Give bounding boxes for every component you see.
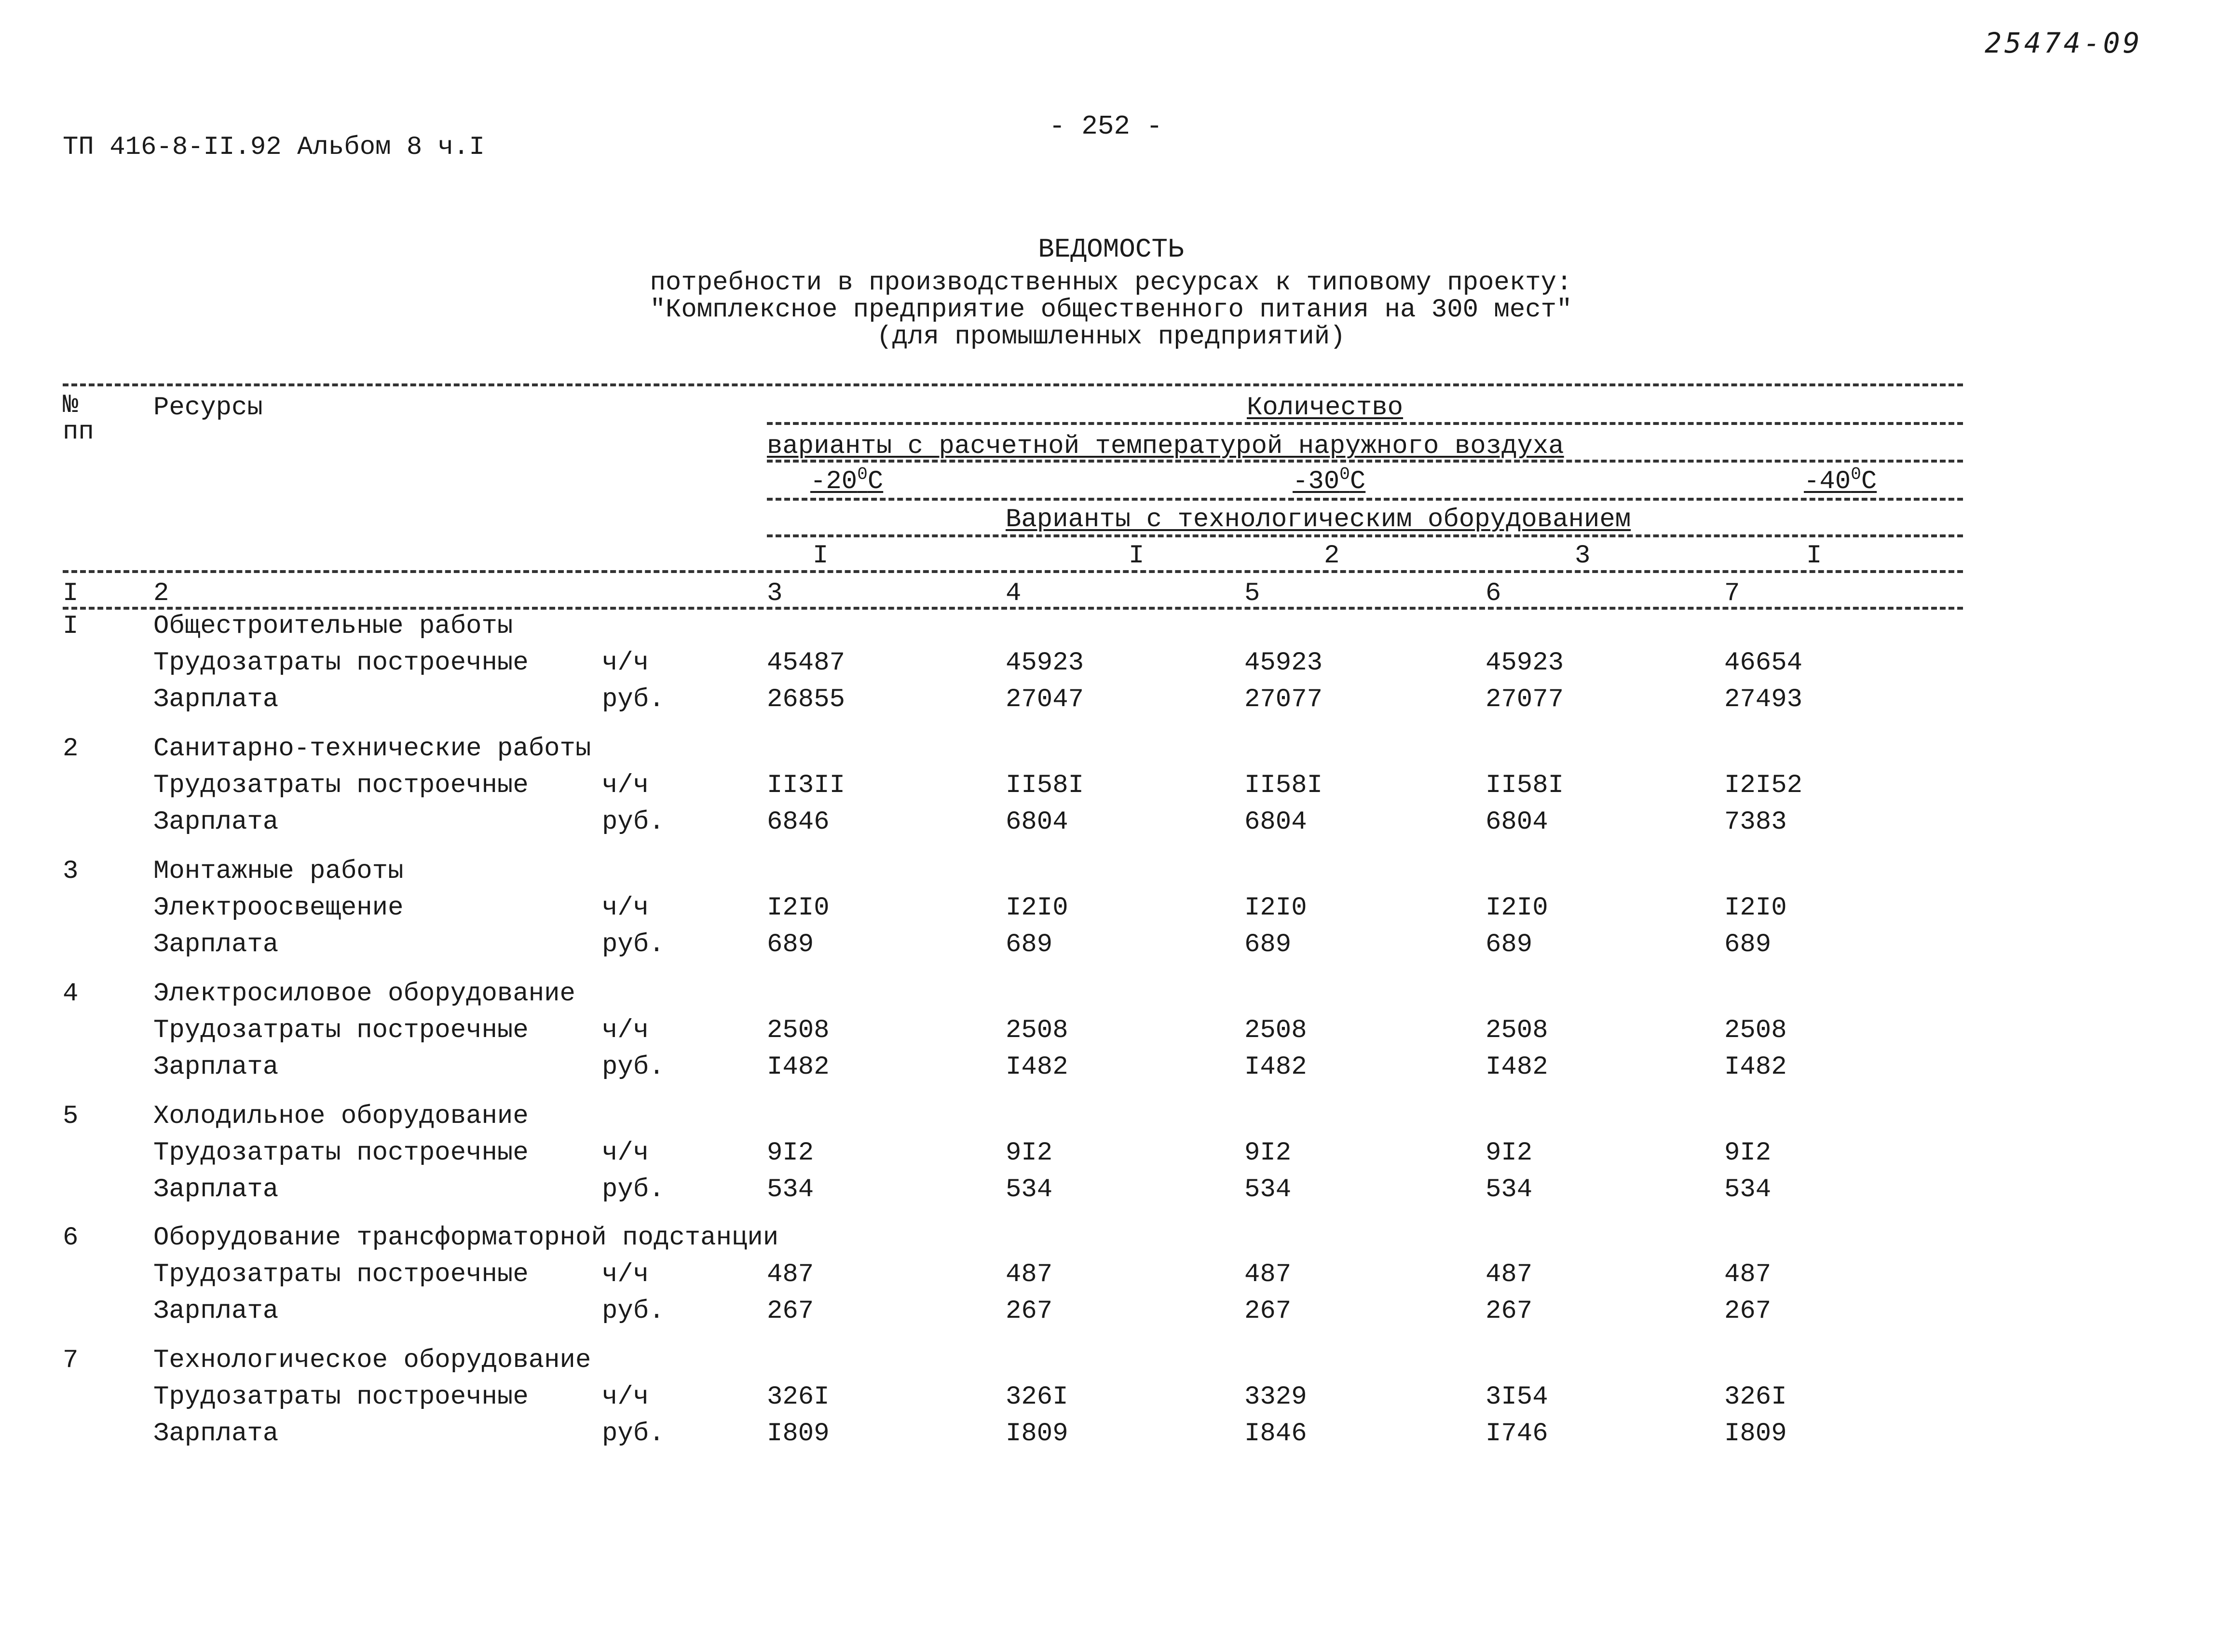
resource-value: I2I0 bbox=[1006, 893, 1068, 923]
resource-value: II58I bbox=[1486, 771, 1564, 800]
resource-value: 27493 bbox=[1724, 685, 1803, 714]
resource-unit: руб. bbox=[602, 1297, 665, 1326]
resource-value: 9I2 bbox=[1486, 1138, 1533, 1168]
column-number: I bbox=[63, 579, 79, 608]
header-num-pp: пп bbox=[63, 417, 94, 447]
resource-unit: ч/ч bbox=[602, 1382, 649, 1412]
resource-value: 9I2 bbox=[1724, 1138, 1772, 1168]
resource-value: 267 bbox=[1244, 1297, 1292, 1326]
document-heading bbox=[0, 234, 2222, 351]
resource-value: 6804 bbox=[1006, 807, 1068, 837]
resource-name: Зарплата bbox=[153, 930, 279, 959]
section-number: 7 bbox=[63, 1346, 79, 1375]
resource-unit: ч/ч bbox=[602, 648, 649, 678]
resource-value: 26855 bbox=[767, 685, 845, 714]
document-title: ВЕДОМОСТЬ bbox=[1038, 234, 1184, 265]
resource-value: 534 bbox=[1486, 1175, 1533, 1204]
resource-value: 45923 bbox=[1486, 648, 1564, 678]
header-resources: Ресурсы bbox=[153, 393, 263, 423]
resource-name: Трудозатраты построечные bbox=[153, 648, 529, 678]
resource-value: 2508 bbox=[1724, 1016, 1787, 1045]
resource-value: 534 bbox=[767, 1175, 814, 1204]
section-title: Технологическое оборудование bbox=[153, 1346, 591, 1375]
resource-value: 487 bbox=[1244, 1260, 1292, 1289]
resource-value: 9I2 bbox=[1006, 1138, 1053, 1168]
section-number: 5 bbox=[63, 1102, 79, 1131]
resource-value: 267 bbox=[1486, 1297, 1533, 1326]
resource-value: I846 bbox=[1244, 1419, 1307, 1448]
resource-value: 2508 bbox=[767, 1016, 830, 1045]
resource-value: 326I bbox=[1006, 1382, 1068, 1412]
resource-value: I2I0 bbox=[767, 893, 830, 923]
column-number: 6 bbox=[1486, 579, 1501, 608]
section-title: Санитарно-технические работы bbox=[153, 734, 591, 764]
section-title: Общестроительные работы bbox=[153, 612, 513, 641]
header-rule-top bbox=[63, 383, 1963, 386]
resource-value: I809 bbox=[1006, 1419, 1068, 1448]
resource-value: 487 bbox=[767, 1260, 814, 1289]
resource-unit: ч/ч bbox=[602, 771, 649, 800]
header-variants-equipment: Варианты с технологическим оборудованием bbox=[1006, 505, 1631, 534]
resource-value: 267 bbox=[1006, 1297, 1053, 1326]
section-title: Монтажные работы bbox=[153, 857, 404, 886]
resource-value: I482 bbox=[1486, 1052, 1548, 1082]
resource-value: 6804 bbox=[1244, 807, 1307, 837]
resource-name: Трудозатраты построечные bbox=[153, 1260, 529, 1289]
resource-unit: руб. bbox=[602, 1175, 665, 1204]
resource-value: 2508 bbox=[1006, 1016, 1068, 1045]
resource-value: 7383 bbox=[1724, 807, 1787, 837]
section-number: 2 bbox=[63, 734, 79, 764]
resource-value: 326I bbox=[767, 1382, 830, 1412]
resource-value: 2508 bbox=[1486, 1016, 1548, 1045]
resource-value: 45923 bbox=[1244, 648, 1323, 678]
column-number: 4 bbox=[1006, 579, 1022, 608]
resource-name: Электроосвещение bbox=[153, 893, 404, 923]
resource-value: 45487 bbox=[767, 648, 845, 678]
resource-value: II58I bbox=[1006, 771, 1084, 800]
header-num: № bbox=[63, 391, 79, 420]
resource-value: I482 bbox=[1244, 1052, 1307, 1082]
column-number: 2 bbox=[153, 579, 169, 608]
resource-value: I2I0 bbox=[1244, 893, 1307, 923]
resource-value: 534 bbox=[1006, 1175, 1053, 1204]
header-equipment-variant: 2 bbox=[1324, 541, 1340, 571]
subtitle-line: потребности в производственных ресурсах к типовому проекту: bbox=[650, 268, 1572, 298]
header-equipment-variant: I bbox=[813, 541, 829, 571]
resource-unit: руб. bbox=[602, 930, 665, 959]
resource-unit: руб. bbox=[602, 685, 665, 714]
header-rule bbox=[63, 570, 1963, 573]
resource-value: I746 bbox=[1486, 1419, 1548, 1448]
resource-name: Зарплата bbox=[153, 1052, 279, 1082]
resource-value: I482 bbox=[1006, 1052, 1068, 1082]
column-number: 3 bbox=[767, 579, 783, 608]
subtitle-line: (для промышленных предприятий) bbox=[876, 322, 1346, 352]
resource-value: 3I54 bbox=[1486, 1382, 1548, 1412]
resource-name: Зарплата bbox=[153, 1175, 279, 1204]
resource-name: Зарплата bbox=[153, 1419, 279, 1448]
header-equipment-variant: I bbox=[1806, 541, 1822, 571]
resource-unit: ч/ч bbox=[602, 1260, 649, 1289]
document-code: ТП 416-8-II.92 Альбом 8 ч.I bbox=[63, 133, 485, 162]
resource-name: Зарплата bbox=[153, 1297, 279, 1326]
header-temp-20: $-20^0С$ bbox=[810, 464, 884, 496]
resource-value: 487 bbox=[1724, 1260, 1772, 1289]
resource-value: I2I0 bbox=[1486, 893, 1548, 923]
header-temp-30: $-30^0С$ bbox=[1293, 464, 1366, 496]
resource-value: 9I2 bbox=[767, 1138, 814, 1168]
resource-value: 27077 bbox=[1486, 685, 1564, 714]
resource-value: 27077 bbox=[1244, 685, 1323, 714]
resource-value: 326I bbox=[1724, 1382, 1787, 1412]
section-number: 4 bbox=[63, 979, 79, 1009]
resource-value: 267 bbox=[1724, 1297, 1772, 1326]
resource-value: II58I bbox=[1244, 771, 1323, 800]
header-equipment-variant: 3 bbox=[1575, 541, 1591, 571]
resource-value: 534 bbox=[1724, 1175, 1772, 1204]
resource-value: 487 bbox=[1006, 1260, 1053, 1289]
resource-unit: руб. bbox=[602, 1419, 665, 1448]
section-number: 6 bbox=[63, 1223, 79, 1253]
header-quantity: Количество bbox=[1247, 393, 1404, 423]
resource-value: I482 bbox=[1724, 1052, 1787, 1082]
resource-name: Зарплата bbox=[153, 685, 279, 714]
resource-unit: руб. bbox=[602, 807, 665, 837]
header-rule bbox=[767, 534, 1963, 537]
resource-value: 6846 bbox=[767, 807, 830, 837]
section-title: Оборудование трансформаторной подстанции bbox=[153, 1223, 779, 1253]
resource-value: 3329 bbox=[1244, 1382, 1307, 1412]
resource-value: 689 bbox=[1724, 930, 1772, 959]
resource-name: Трудозатраты построечные bbox=[153, 1016, 529, 1045]
resource-value: 487 bbox=[1486, 1260, 1533, 1289]
header-temp-40: $-40^0С$ bbox=[1804, 464, 1877, 496]
resource-value: I482 bbox=[767, 1052, 830, 1082]
resource-value: 689 bbox=[767, 930, 814, 959]
resource-value: 689 bbox=[1486, 930, 1533, 959]
section-title: Холодильное оборудование bbox=[153, 1102, 529, 1131]
resource-value: I2I0 bbox=[1724, 893, 1787, 923]
resource-value: II3II bbox=[767, 771, 845, 800]
resource-name: Трудозатраты построечные bbox=[153, 1382, 529, 1412]
resource-unit: ч/ч bbox=[602, 893, 649, 923]
resource-unit: ч/ч bbox=[602, 1016, 649, 1045]
column-number: 7 bbox=[1724, 579, 1740, 608]
resource-value: 46654 bbox=[1724, 648, 1803, 678]
resource-value: 27047 bbox=[1006, 685, 1084, 714]
resource-name: Трудозатраты построечные bbox=[153, 771, 529, 800]
section-number: 3 bbox=[63, 857, 79, 886]
resource-value: 689 bbox=[1244, 930, 1292, 959]
resource-value: I809 bbox=[1724, 1419, 1787, 1448]
section-number: I bbox=[63, 612, 79, 641]
resource-value: 267 bbox=[767, 1297, 814, 1326]
resource-name: Зарплата bbox=[153, 807, 279, 837]
resource-value: I809 bbox=[767, 1419, 830, 1448]
resource-unit: ч/ч bbox=[602, 1138, 649, 1168]
header-rule bbox=[767, 498, 1963, 501]
document-stamp: 25474-09 bbox=[1985, 27, 2143, 59]
header-equipment-variant: I bbox=[1129, 541, 1145, 571]
section-title: Электросиловое оборудование bbox=[153, 979, 575, 1009]
header-variants-temperature: варианты с расчетной температурой наружного воздуха bbox=[767, 432, 1564, 461]
resource-value: I2I52 bbox=[1724, 771, 1803, 800]
resource-unit: руб. bbox=[602, 1052, 665, 1082]
page-number: - 252 - bbox=[1049, 111, 1163, 142]
column-number: 5 bbox=[1244, 579, 1260, 608]
resource-name: Трудозатраты построечные bbox=[153, 1138, 529, 1168]
subtitle-line: "Комплексное предприятие общественного питания на 300 мест" bbox=[650, 295, 1572, 325]
resource-value: 6804 bbox=[1486, 807, 1548, 837]
resource-value: 2508 bbox=[1244, 1016, 1307, 1045]
resource-value: 689 bbox=[1006, 930, 1053, 959]
resource-value: 45923 bbox=[1006, 648, 1084, 678]
resource-value: 9I2 bbox=[1244, 1138, 1292, 1168]
resource-value: 534 bbox=[1244, 1175, 1292, 1204]
